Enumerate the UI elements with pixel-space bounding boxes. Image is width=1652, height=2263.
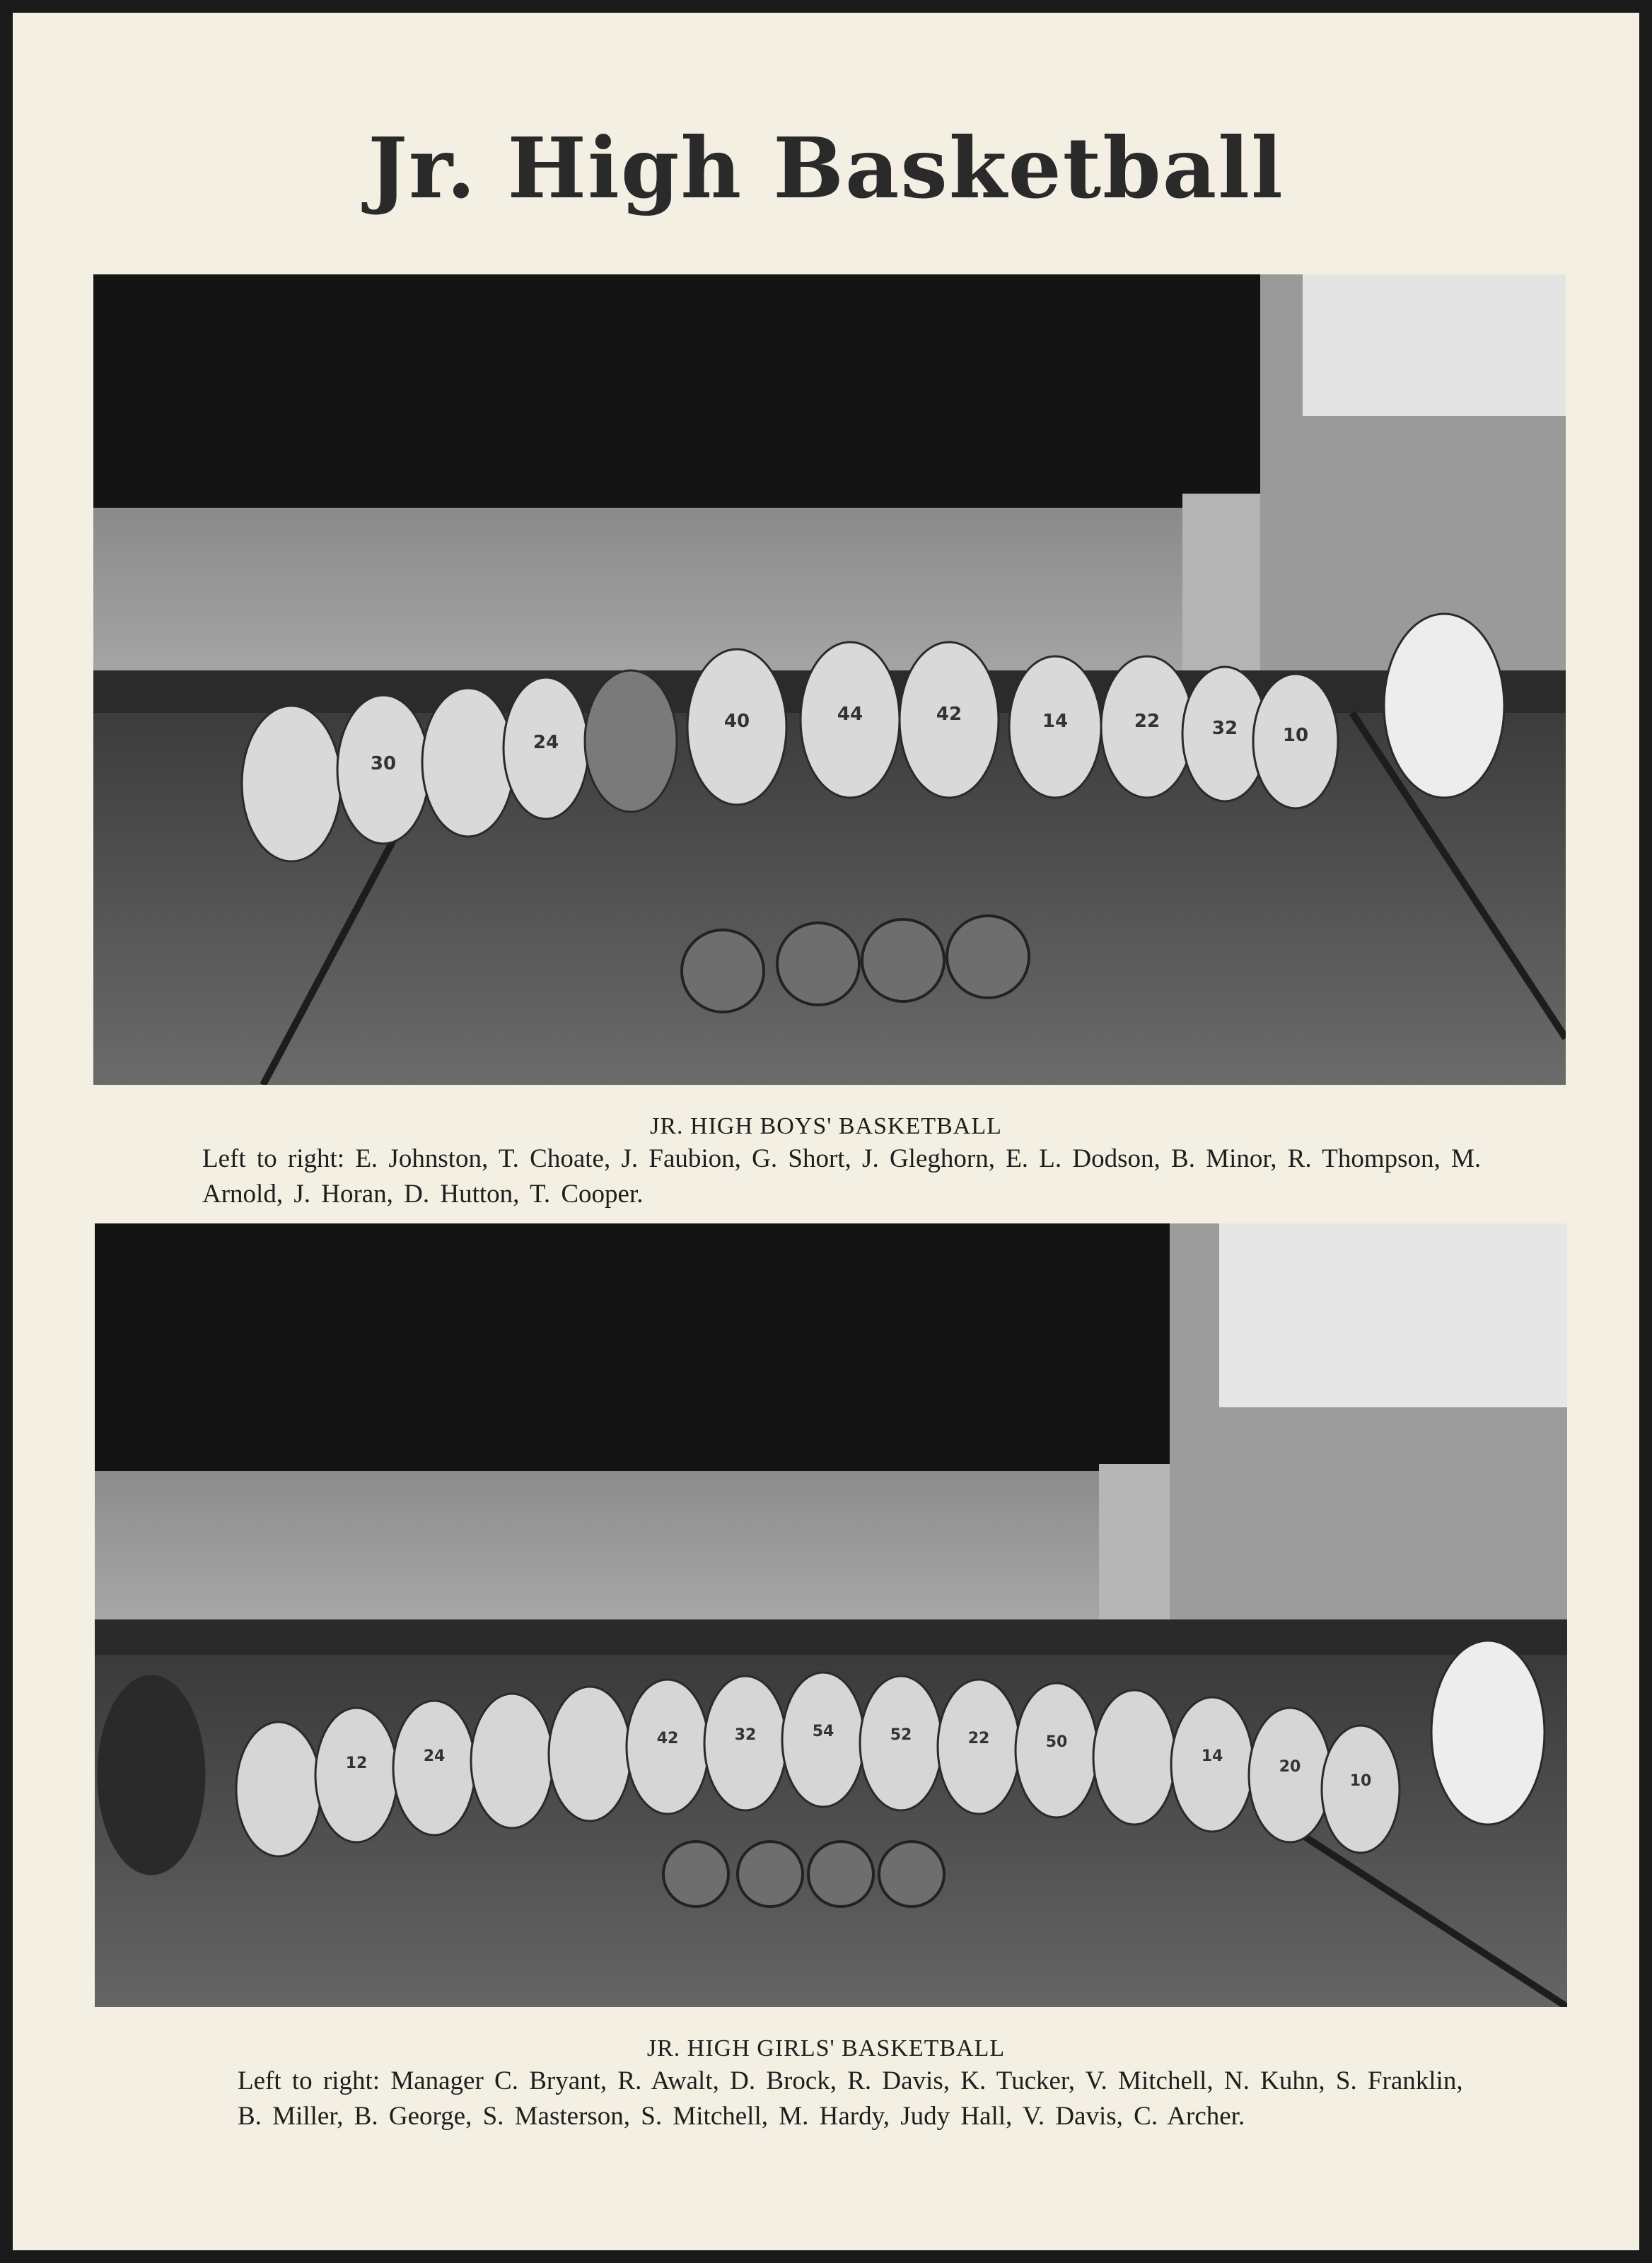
jersey-number: 42 [656, 1730, 679, 1747]
jersey-number: 40 [723, 711, 750, 732]
jersey-number: 42 [936, 704, 962, 725]
jersey-number: 22 [967, 1730, 990, 1747]
jersey-number: 30 [370, 753, 397, 774]
girls-team-photo [95, 1223, 1567, 2007]
girls-caption-title: JR. HIGH GIRLS' BASKETBALL [646, 2035, 1006, 2061]
boys-photo-image [93, 274, 1566, 1085]
jersey-number: 14 [1042, 711, 1069, 732]
jersey-number: 32 [734, 1726, 757, 1744]
jersey-number: 50 [1045, 1733, 1068, 1751]
jersey-number: 24 [423, 1747, 446, 1765]
jersey-number: 22 [1134, 711, 1161, 732]
boys-caption-names: Left to right: E. Johnston, T. Choate, J. Faubion, G. Short, J. Gleghorn, E. L. Dodson, B. Minor, R. Thompson, M. Arnold, J. Horan, D. Hutton, T. Cooper. [202, 1144, 1482, 1209]
jersey-number: 14 [1201, 1747, 1223, 1765]
jersey-number: 24 [533, 732, 559, 753]
jersey-number: 44 [837, 704, 863, 725]
page-title: Jr. High Basketball [368, 119, 1284, 217]
jersey-number: 20 [1279, 1758, 1301, 1776]
jersey-number: 32 [1211, 718, 1238, 739]
boys-caption-title: JR. HIGH BOYS' BASKETBALL [650, 1113, 1002, 1139]
girls-photo-image [95, 1223, 1567, 2007]
jersey-number: 52 [890, 1726, 912, 1744]
jersey-number: 10 [1282, 725, 1309, 746]
yearbook-page [13, 13, 1639, 2250]
girls-caption-names: Left to right: Manager C. Bryant, R. Awalt, D. Brock, R. Davis, K. Tucker, V. Mitchell, N. Kuhn, S. Franklin, B. Miller, B. George, S. Masterson, S. Mitchell, M. Hardy, Judy Hall, V. Davis, C. Archer. [238, 2066, 1463, 2131]
jersey-number: 10 [1349, 1772, 1372, 1790]
jersey-number: 54 [812, 1723, 834, 1740]
jersey-number: 12 [345, 1755, 368, 1772]
boys-team-photo [93, 274, 1566, 1085]
